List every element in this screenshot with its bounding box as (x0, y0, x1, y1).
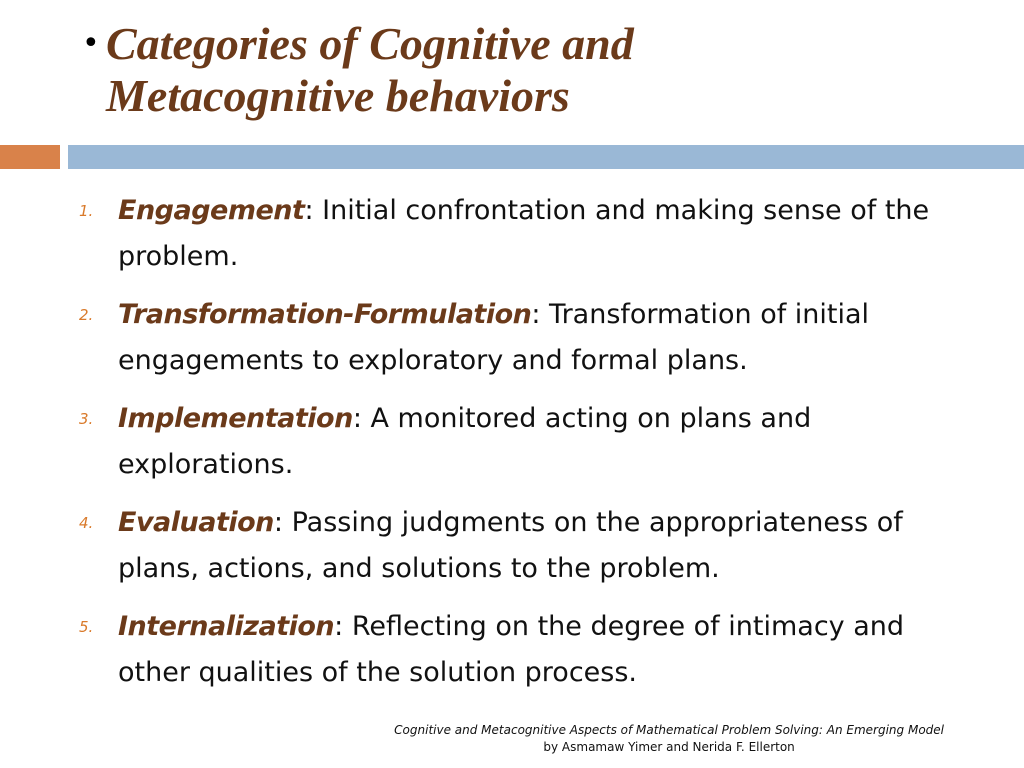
item-separator: : (304, 195, 314, 226)
item-number: 2. (79, 306, 94, 324)
item-term: Transformation-Formulation (118, 299, 532, 330)
list-item (76, 604, 976, 696)
item-number: 1. (79, 202, 94, 220)
accent-bar-blue (68, 145, 1024, 169)
item-number: 4. (79, 514, 94, 532)
item-number: 5. (79, 618, 94, 636)
item-term: Implementation (118, 403, 353, 434)
citation-authors: by Asmamaw Yimer and Nerida F. Ellerton (543, 740, 795, 754)
citation-title: Cognitive and Metacognitive Aspects of Mathematical Problem Solving: An Emerging Model (394, 723, 944, 737)
list-item (76, 396, 976, 488)
list-item (76, 500, 976, 592)
item-separator: : (352, 403, 362, 434)
item-description: A monitored acting on plans and explorations. (118, 403, 812, 480)
list-item (76, 292, 976, 384)
category-list (76, 188, 976, 708)
item-term: Engagement (118, 195, 305, 226)
title-line-1: Categories of Cognitive and (106, 18, 634, 69)
accent-bar-orange (0, 145, 60, 169)
title-line-2: Metacognitive behaviors (106, 70, 570, 121)
slide-title (82, 18, 982, 122)
item-description: Passing judgments on the appropriateness of plans, actions, and solutions to the problem. (118, 507, 903, 584)
item-term: Internalization (118, 611, 335, 642)
item-description: Transformation of initial engagements to exploratory and formal plans. (118, 299, 870, 376)
title-bullet: • (82, 26, 100, 61)
citation-footer (394, 722, 944, 756)
item-separator: : (334, 611, 344, 642)
list-item (76, 188, 976, 280)
item-separator: : (273, 507, 284, 538)
item-description: Initial confrontation and making sense of the problem. (118, 195, 930, 272)
item-term: Evaluation (118, 507, 274, 538)
item-number: 3. (79, 410, 94, 428)
item-description: Reflecting on the degree of intimacy and other qualities of the solution process. (118, 611, 905, 688)
item-separator: : (531, 299, 541, 330)
